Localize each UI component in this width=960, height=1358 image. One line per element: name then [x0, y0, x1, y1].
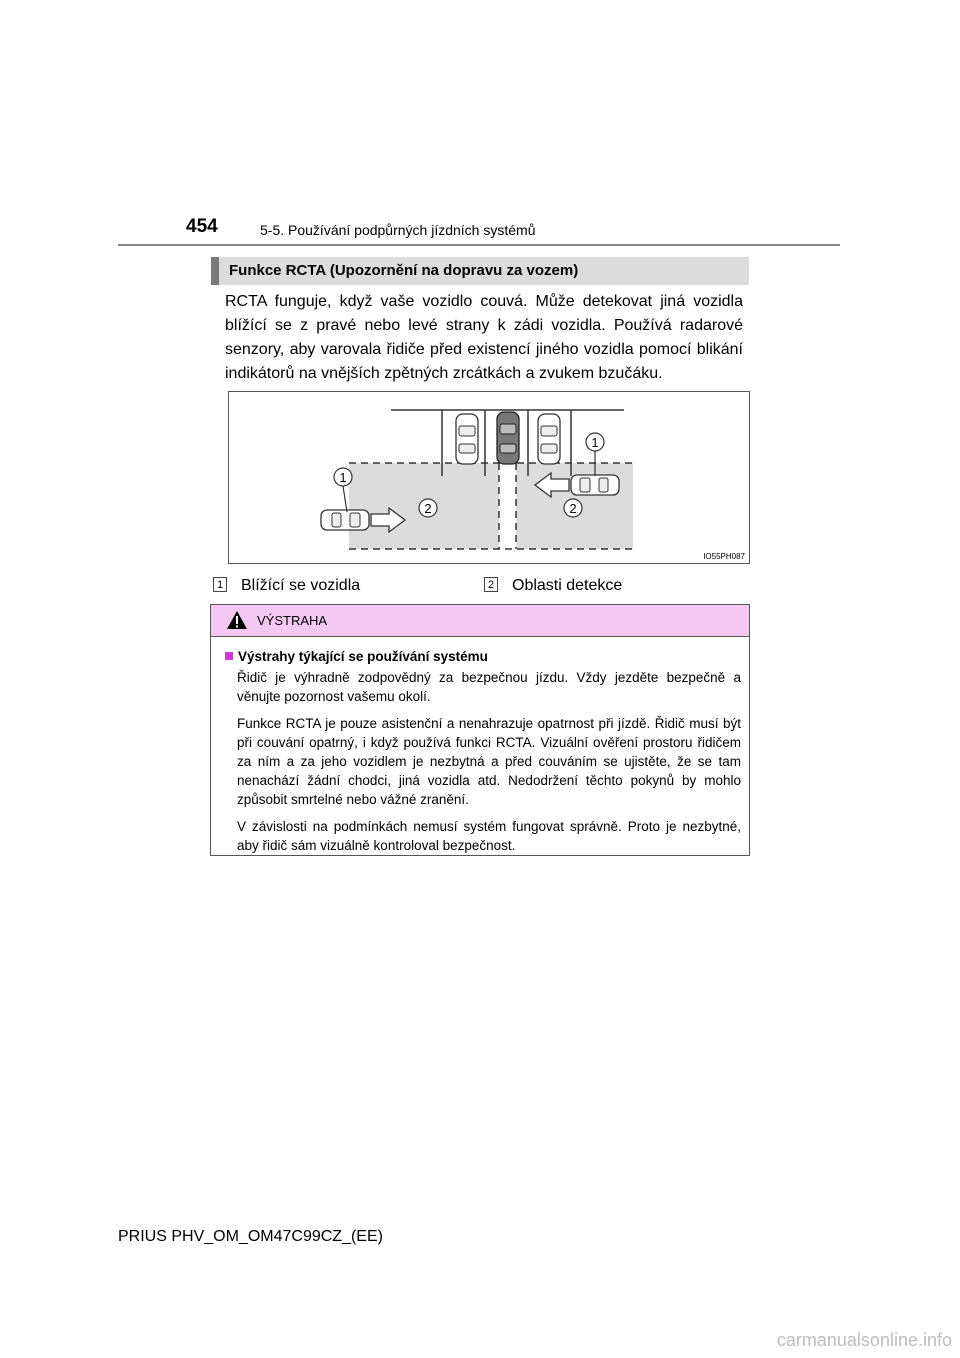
reversing-car [497, 412, 519, 464]
parked-car [538, 414, 560, 464]
callout-1-left-text: 1 [339, 470, 347, 485]
warning-body [225, 647, 741, 863]
approaching-car-right [535, 473, 619, 497]
callout-2-left-text: 2 [424, 501, 432, 516]
footer-manual-code: PRIUS PHV_OM_OM47C99CZ_(EE) [118, 1228, 383, 1245]
legend-number: 2 [484, 577, 498, 592]
legend-label: Oblasti detekce [512, 577, 623, 594]
section-heading: Funkce RCTA (Upozornění na dopravu za vozem) [211, 257, 749, 285]
callout-2-right-text: 2 [569, 501, 577, 516]
warning-box [210, 604, 750, 856]
warning-triangle-icon [226, 610, 248, 630]
warning-subtitle-text: Výstrahy týkající se používání systému [238, 649, 488, 664]
warning-header [211, 605, 749, 637]
legend-item-2 [484, 577, 622, 595]
chapter-title: 5-5. Používání podpůrných jízdních systémů [260, 222, 536, 238]
rcta-diagram [228, 391, 750, 564]
bullet-square-icon [225, 652, 233, 660]
legend-item-1 [213, 577, 360, 595]
legend-label: Blížící se vozidla [241, 577, 361, 594]
intro-paragraph: RCTA funguje, když vaše vozidlo couvá. Může detekovat jiná vozidla blížící se z pravé nebo levé strany k zádi vozidla. Používá radarové senzory, aby varovala řidiče před existencí jiného vozidla pomocí blikání indikátorů na vnějších zpětných zrcátkách a zvukem bzučáku. [225, 293, 743, 382]
approaching-car-left [321, 508, 405, 532]
rcta-diagram-svg [229, 392, 749, 563]
legend-number: 1 [213, 577, 227, 592]
parked-car [456, 414, 478, 464]
warning-paragraph: Funkce RCTA je pouze asistenční a nenahrazuje opatrnost při jízdě. Řidič musí být při couvání opatrný, i když používá funkci RCTA. Vizuální ověření prostoru řidičem za ním a za jeho vozidlem je nezbytná a před couváním se ujistěte, že se tam nenachází žádní chodci, jiná vozidla atd. Nedodržení těchto pokynů by mohlo způsobit smrtelné nebo vážné zranění. [237, 716, 741, 807]
warning-paragraph: Řidič je výhradně zodpovědný za bezpečnou jízdu. Vždy jezděte bezpečně a věnujte pozornost vašemu okolí. [237, 670, 741, 704]
page-number: 454 [186, 216, 218, 237]
image-code: IO55PH087 [703, 552, 745, 561]
watermark: carmanualsonline.info [776, 1330, 952, 1350]
callout-1-right-text: 1 [591, 435, 599, 450]
header-rule [118, 244, 840, 246]
warning-subtitle [225, 647, 741, 666]
warning-title: VÝSTRAHA [257, 613, 328, 628]
warning-paragraph: V závislosti na podmínkách nemusí systém fungovat správně. Proto je nezbytné, aby řidič sám vizuálně kontroloval bezpečnost. [237, 819, 741, 853]
